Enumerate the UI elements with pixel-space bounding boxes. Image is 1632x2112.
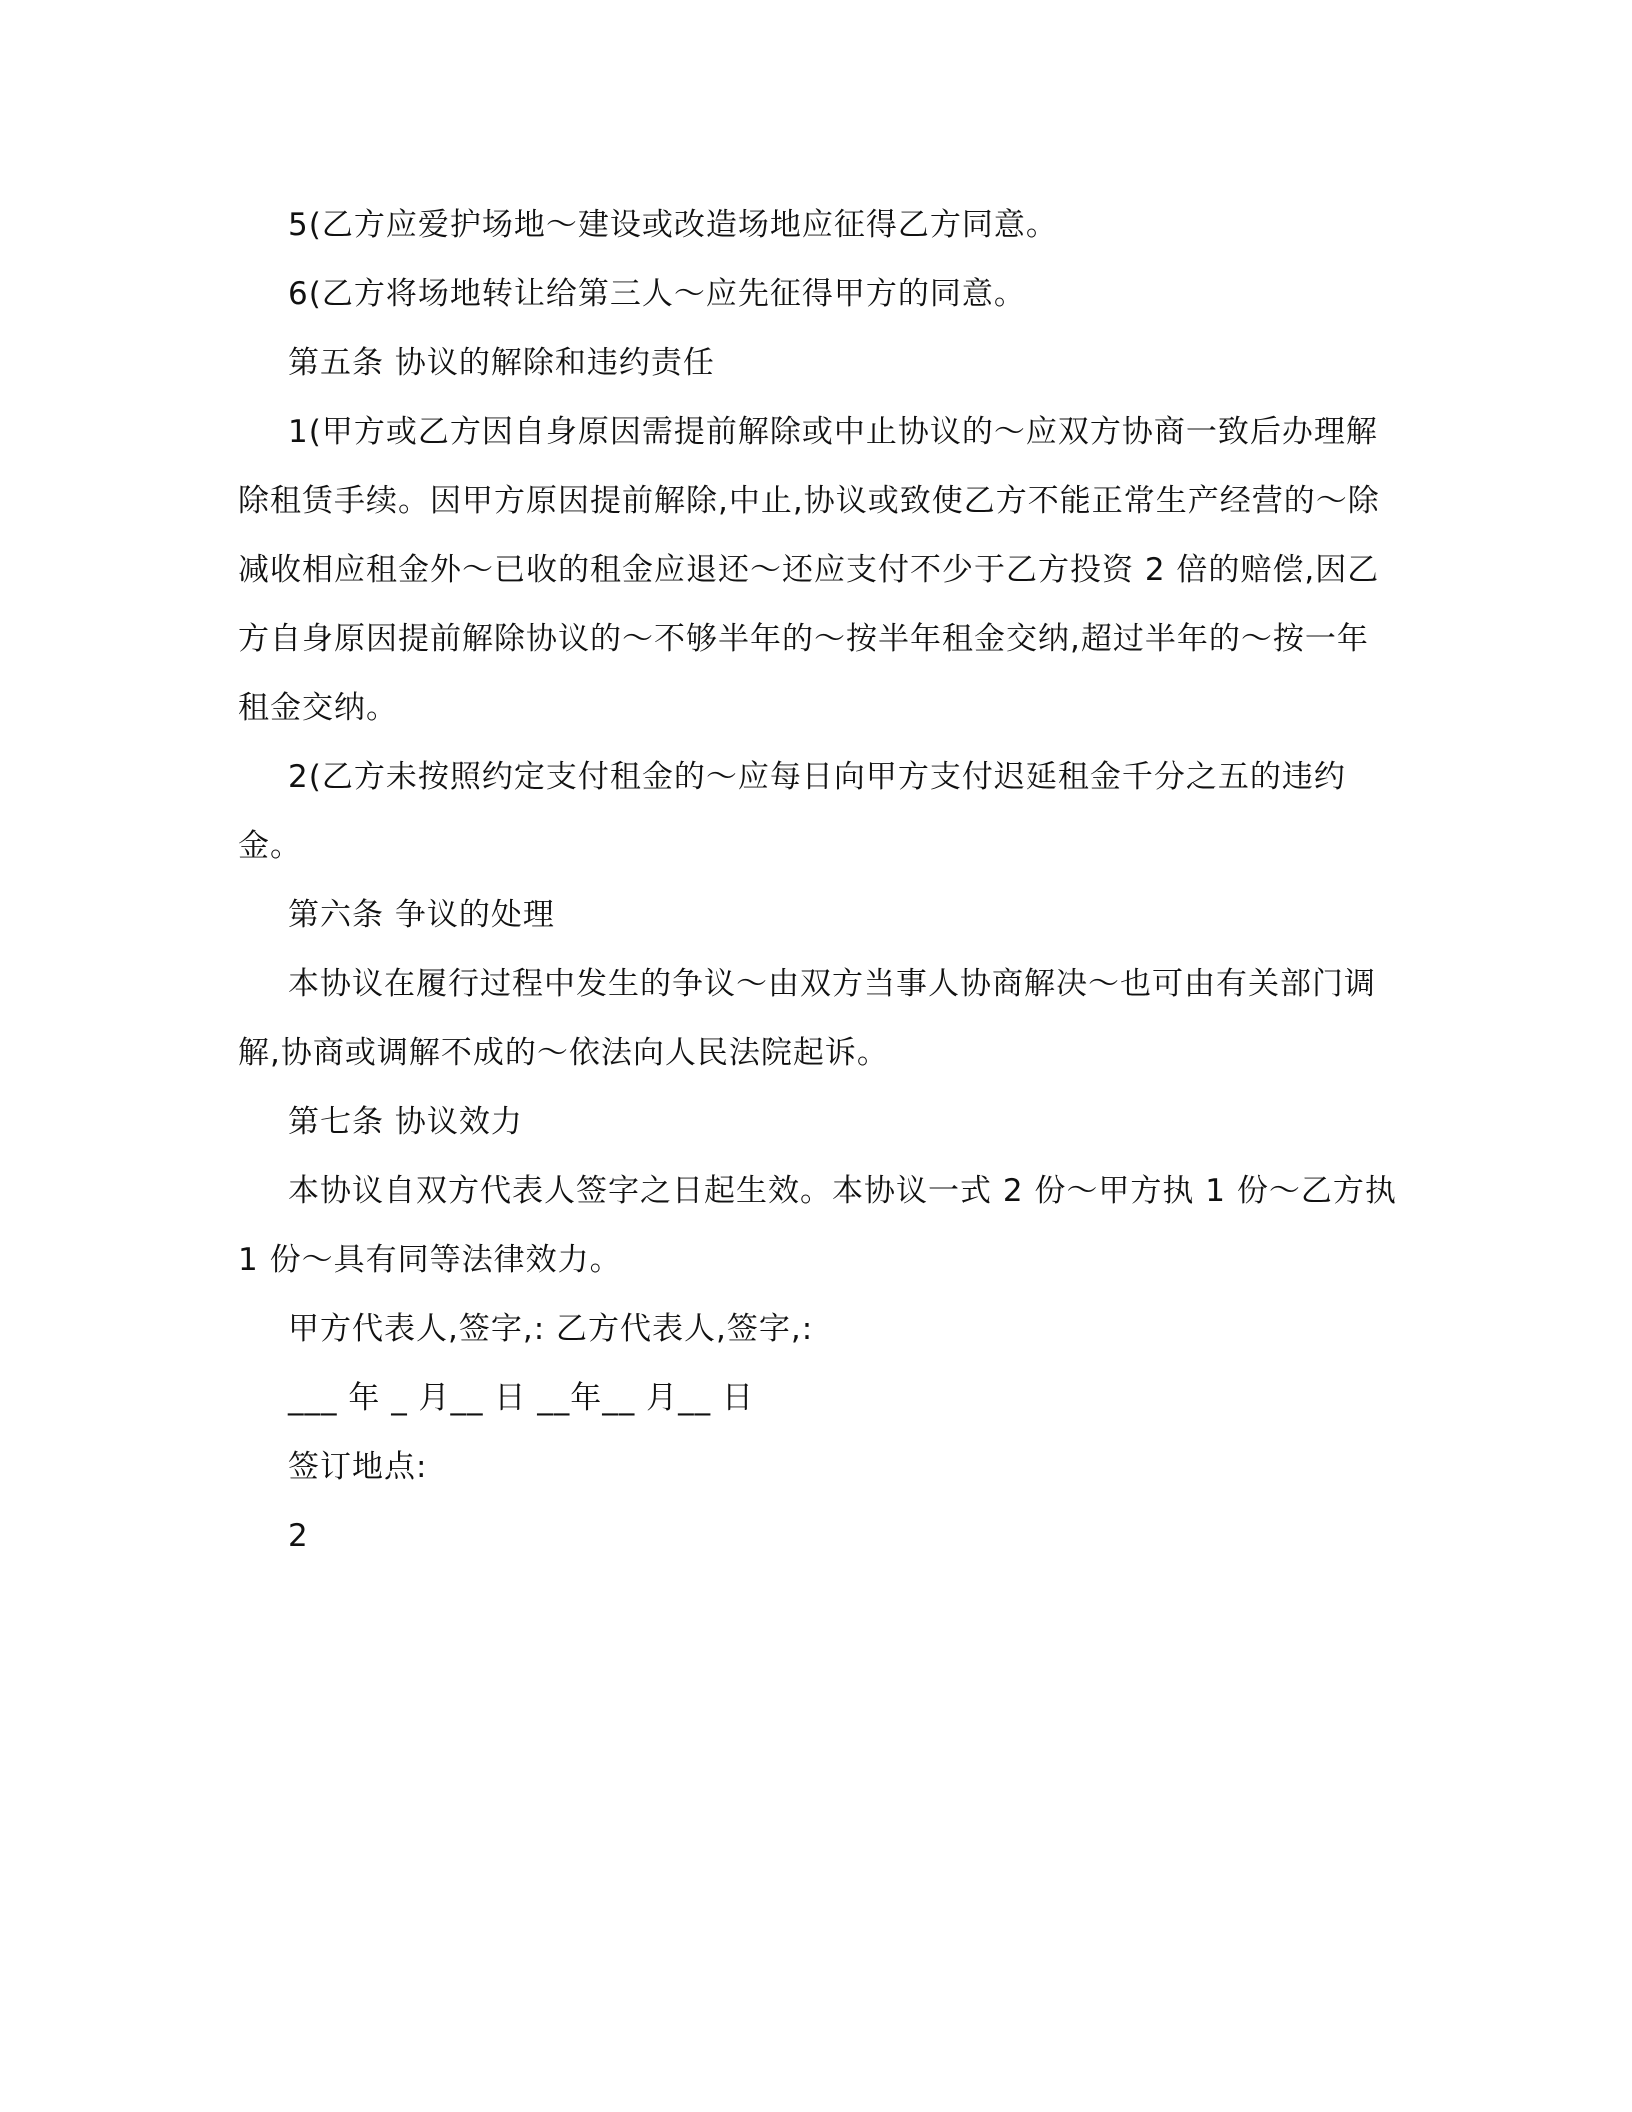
clause-4-item-6: 6(乙方将场地转让给第三人～应先征得甲方的同意。 xyxy=(288,276,1026,312)
clause-4-item-5: 5(乙方应爱护场地～建设或改造场地应征得乙方同意。 xyxy=(288,207,1058,243)
clause-5-item-1-line-2: 除租赁手续。因甲方原因提前解除,中止,协议或致使乙方不能正常生产经营的～除 xyxy=(238,483,1380,519)
clause-5-item-1-line-3: 减收相应租金外～已收的租金应退还～还应支付不少于乙方投资 2 倍的赔偿,因乙 xyxy=(238,552,1380,588)
date-line: ___ 年 _ 月__ 日 __年__ 月__ 日 xyxy=(288,1380,754,1416)
clause-7-heading: 第七条 协议效力 xyxy=(288,1104,523,1140)
page-number: 2 xyxy=(288,1518,309,1554)
clause-5-item-1-line-5: 租金交纳。 xyxy=(238,690,398,726)
clause-5-item-1-line-1: 1(甲方或乙方因自身原因需提前解除或中止协议的～应双方协商一致后办理解 xyxy=(288,414,1378,450)
clause-6-body-line-1: 本协议在履行过程中发生的争议～由双方当事人协商解决～也可由有关部门调 xyxy=(288,966,1376,1002)
clause-6-body-line-2: 解,协商或调解不成的～依法向人民法院起诉。 xyxy=(238,1035,889,1071)
clause-5-heading: 第五条 协议的解除和违约责任 xyxy=(288,345,715,381)
clause-7-body-line-1: 本协议自双方代表人签字之日起生效。本协议一式 2 份～甲方执 1 份～乙方执 xyxy=(288,1173,1397,1209)
clause-5-item-1-line-4: 方自身原因提前解除协议的～不够半年的～按半年租金交纳,超过半年的～按一年 xyxy=(238,621,1369,657)
clause-7-body-line-2: 1 份～具有同等法律效力。 xyxy=(238,1242,622,1278)
signing-location: 签订地点: xyxy=(288,1449,428,1485)
clause-6-heading: 第六条 争议的处理 xyxy=(288,897,555,933)
clause-5-item-2-line-2: 金。 xyxy=(238,828,302,864)
signature-line: 甲方代表人,签字,: 乙方代表人,签字,: xyxy=(288,1311,814,1347)
clause-5-item-2-line-1: 2(乙方未按照约定支付租金的～应每日向甲方支付迟延租金千分之五的违约 xyxy=(288,759,1346,795)
